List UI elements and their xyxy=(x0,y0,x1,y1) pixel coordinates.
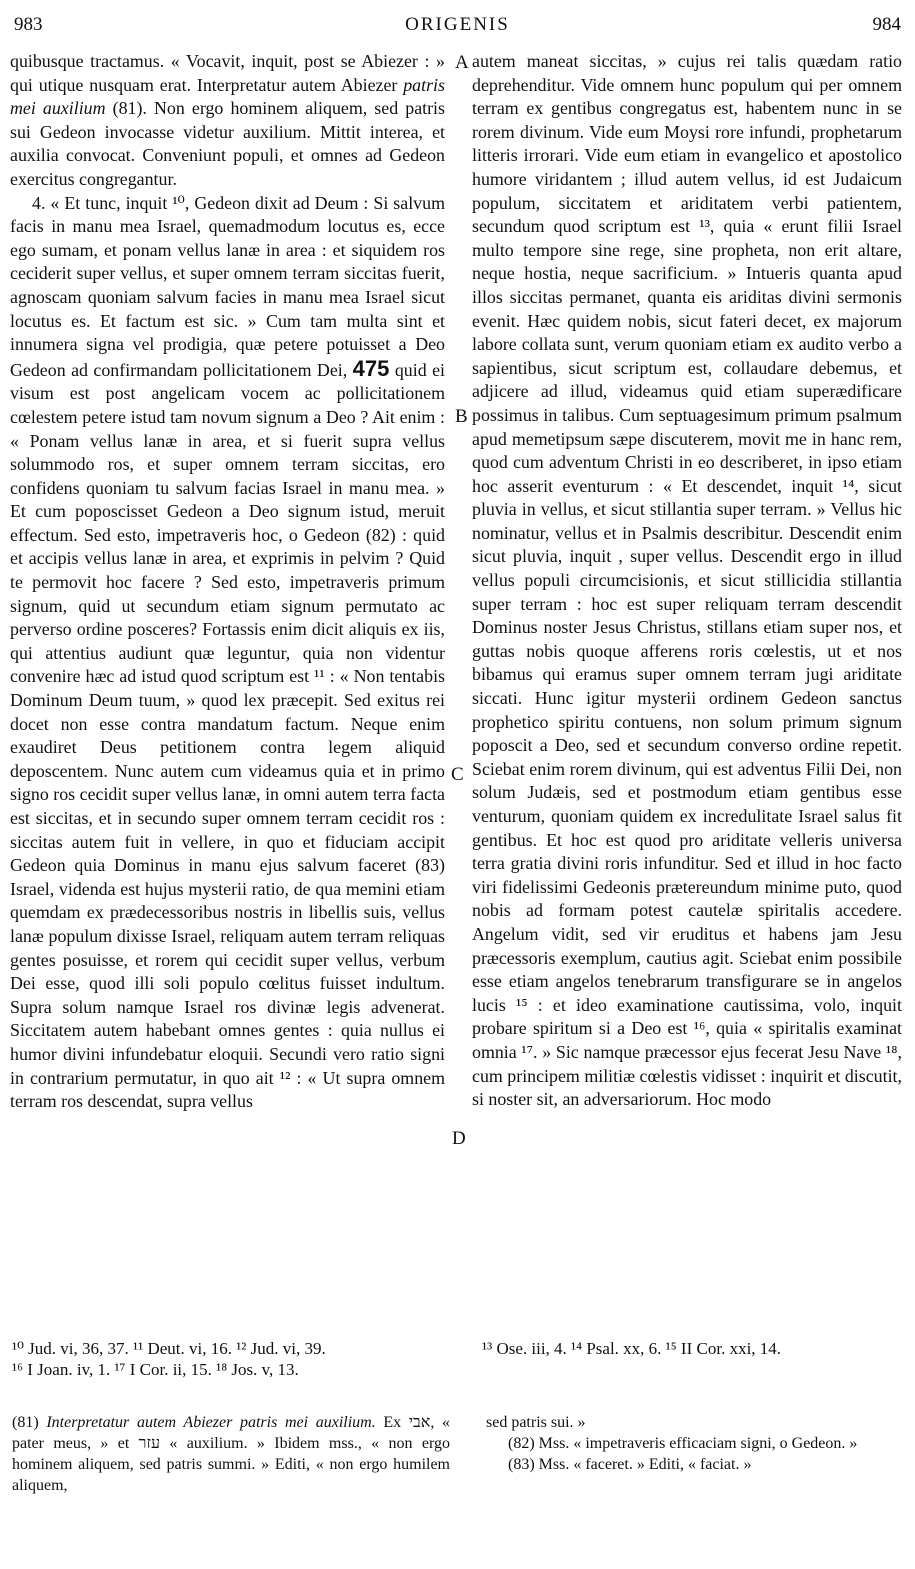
section-marker-d: D xyxy=(452,1128,466,1149)
footnote-line-1: ¹⁰ Jud. vi, 36, 37. ¹¹ Deut. vi, 16. ¹² Jud. vi, 39. xyxy=(12,1339,326,1358)
page-header xyxy=(14,14,901,40)
footnotes-right xyxy=(482,1338,912,1359)
section-marker-c: C xyxy=(451,764,464,785)
paragraph-2 xyxy=(10,192,445,1114)
note-83: (83) Mss. « faceret. » Editi, « faciat. » xyxy=(508,1456,752,1473)
running-title: ORIGENIS xyxy=(405,14,510,35)
page-number-right: 984 xyxy=(872,14,901,35)
editor-notes-right xyxy=(486,1412,906,1475)
paragraph-1-text: quibusque tractamus. « Vocavit, inquit, post se Abiezer : » qui utique nusquam erat. Interpretatur autem Abiezer xyxy=(10,51,445,95)
note-82: (82) Mss. « impetraveris efficaciam signi, o Gedeon. » xyxy=(508,1435,858,1452)
section-marker-b: B xyxy=(455,406,468,427)
note-81 xyxy=(12,1412,450,1496)
abiezer-translation: patris mei auxilium xyxy=(10,74,445,119)
footnotes-left xyxy=(12,1338,462,1380)
note-81-number: (81) xyxy=(12,1414,47,1431)
note-81-continued: sed patris sui. » xyxy=(486,1414,586,1431)
note-81-lemma: Interpretatur autem Abiezer patris mei auxilium. xyxy=(46,1414,376,1431)
paragraph-2-text: 4. « Et tunc, inquit ¹⁰, Gedeon dixit ad Deum : Si salvum facis in manu mea Israel, quemadmodum locutus es, ecce ego sumam, et ponam vellus lanæ in area : et siquidem ros ceciderit super vellus, et super omnem terram siccitas fuerit, agnoscam quoniam salvum facies in manu mea Israel sicut locutus es. Et factum est sic. » Cum tam multa sint et innumera signa vel prodigia, quæ petere potuisset a Deo Gedeon ad confirmandam pollicitationem Dei, xyxy=(10,192,445,380)
paragraph-1-end: (81). Non ergo hominem aliquem, sed patris sui Gedeon invocasse videtur auxilium. Mittit interea, et auxilia convocat. Conveniunt populi, et omnes ad Gedeon exercitus congregantur. xyxy=(10,98,445,189)
column-number: 475 xyxy=(352,355,390,381)
note-81-text: Ex אבי, « pater meus, » et עזר « auxilium. » Ibidem mss., « non ergo hominem aliquem, sed patris summi. » Editi, « non ergo humilem aliquem, xyxy=(12,1414,451,1494)
footnote-line-2: ¹⁶ I Joan. iv, 1. ¹⁷ I Cor. ii, 15. ¹⁸ Jos. v, 13. xyxy=(12,1360,299,1379)
footnote-line-3: ¹³ Ose. iii, 4. ¹⁴ Psal. xx, 6. ¹⁵ II Cor. xxi, 14. xyxy=(482,1339,782,1358)
page-number-left: 983 xyxy=(14,14,43,35)
editor-notes-left xyxy=(12,1412,450,1496)
section-marker-a: A xyxy=(455,52,469,73)
paragraph-1 xyxy=(10,50,445,192)
paragraph-2-end: quid ei visum est post angelicam vocem ac pollicitationem cœlestem petere istud tam novum signum a Deo ? Ait enim : « Ponam vellus lanæ in area, et si fuerit supra vellus solummodo ros, et super omnem terram siccitas, ero confidens quoniam tu salvum facias Israel in manu mea. » Et cum poposcisset Gedeon a Deo signum istud, meruit effectum. Sed esto, impetraveris hoc, o Gedeon (82) : quid et accipis vellus lanæ in area, et exprimis in pelvim ? Quid te permovit hoc facere ? Sed esto, impetraveris primum signum, quid ut secundum etiam signum permutato ac perverso ordine posceres? Fortassis enim dicit aliquis ex iis, qui attentius audiunt quæ leguntur, quia non videntur convenire hæc ad istud quod scriptum est ¹¹ : « Non tentabis Dominum Deum tuum, » quod lex præcepit. Sed exitus rei docet non esse contra mandatum factum. Neque enim exaudiret Deus petitionem contra legem aliquid deposcentem. Nunc autem cum videamus quia et in primo signo ros cecidit super vellus lanæ, in omni autem terra facta est siccitas, et in secundo super omnem terram cecidit ros : siccitas autem fuit in vellere, in quo et fiduciam accipit Gedeon quia Dominus in manu ejus salvum faceret (83) Israel, videnda est hujus mysterii ratio, de qua memini etiam quemdam ex prædecessoribus nostris in libellis suis, vellus lanæ populum dixisse Israel, reliquam autem terram reliquas gentes posuisse, et rorem qui cecidit super vellus, verbum Dei esse, quod illi soli populo cœlitus fuisset indultum. Supra solum namque Israel ros divinæ legis advenerat. Siccitatem autem habebant omnes gentes : quia nullus ei humor divini infundebatur eloquii. Secundi vero ratio signi in contrarium permutatur, in quo ait ¹² : « Ut supra omnem terram ros descendat, supra vellus xyxy=(10,359,445,1112)
left-column xyxy=(10,50,445,1114)
right-column xyxy=(472,50,902,1112)
paragraph-3: autem maneat siccitas, » cujus rei talis quædam ratio deprehenditur. Vide omnem hunc populum qui per omnem terram ex gentibus congregatus est, habentem nunc in se rorem divinum. Vide eum Moysi rore infundi, prophetarum litteris irrorari. Vide eum etiam in evangelico et apostolico humore viridantem ; illud autem vellus, id est Judaicum populum, siccitatem et ariditatem verbi patientem, secundum quod scriptum est ¹³, quia « erunt filii Israel multo tempore sine rege, sine propheta, non erit altare, neque hostia, neque sacrificium. » Intueris quanta apud illos siccitas permanet, quanta eis ariditas divini sermonis evenit. Hæc quidem nobis, sicut fateri decet, ex majorum labore collata sunt, verum quoniam etiam ex audito verbo a sapientibus, sicut scriptum est, collaudare debemus, et adjicere ad illud, videamus quid etiam superædificare possimus in talibus. Cum septuagesimum primum psalmum apud memetipsum sæpe discuterem, movit me in hanc rem, quod cum adventum Christi in eo describeret, in ipso etiam hoc asserit eventurum : « Et descendet, inquit ¹⁴, sicut pluvia in vellus, et sicut stillantia super terram. » Vellus hic nominatur, vellus et in Psalmis describitur. Descendit enim sicut pluvia, inquit , super vellus. Descendit ergo in illud vellus populi circumcisionis, et sicut stillicidia stillantia super terram : hoc est super reliquam terram descendit Dominus noster Jesus Christus, stillans etiam super nos, et guttas nobis quoque afferens roris cœlestis, ut et nos bibamus qui eramus super omnem terram jugi ariditate siccati. Hunc igitur mysterii ordinem Gedeon sanctus prophetico spiritu contuens, non solum primum signum poposcit a Deo, sed et secundum converso ordine repetit. Sciebat enim rorem divinum, qui est adventus Filii Dei, non solum Judæis, sed et postmodum etiam gentibus esse venturum, quoniam quidem ex incredulitate Israel salus fit gentibus. Et hoc est quod pro ariditate velleris universa terra gratia divini roris infunditur. Sed et illud in hoc facto viri fidelissimi Gedeonis prætereundum minime puto, quod nobis ad formam potest cautelæ spiritalis accedere. Angelum vidit, sed vir eruditus et habens jam Jesu præcessoris exemplum, cautius agit. Sciebat enim possibile esse etiam angelos tenebrarum transfigurare se in angelos lucis ¹⁵ : et ideo examinatione cautissima, volo, inquit probare spiritum si a Deo est ¹⁶, quia « spiritalis examinat omnia ¹⁷. » Sic namque præcessor ejus fecerat Jesu Nave ¹⁸, cum principem militiæ cœlestis vidisset : inquirit et discutit, si noster sit, an adversariorum. Hoc modo xyxy=(472,51,902,1110)
